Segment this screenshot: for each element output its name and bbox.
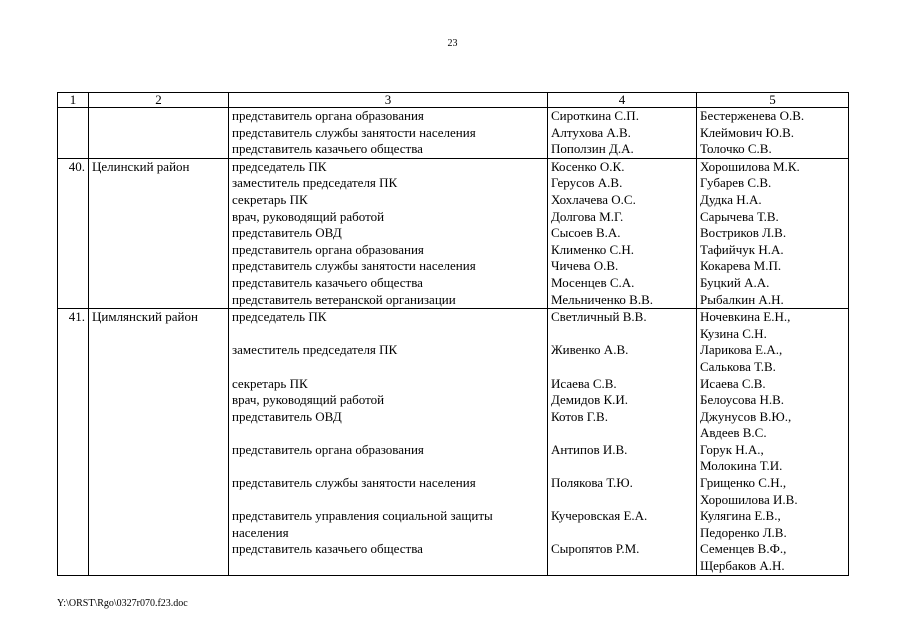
district-cell: Целинский район xyxy=(89,158,229,308)
reserve-line: Салькова Т.В. xyxy=(700,358,776,374)
reserve-line: Ларикова Е.А., xyxy=(700,342,783,358)
member-line: Клименко С.Н. xyxy=(551,241,635,257)
reserve-line: Педоренко Л.В. xyxy=(700,524,787,540)
reserve-line: Бестерженева О.В. xyxy=(700,108,805,123)
role-line: представитель казачьего общества xyxy=(232,274,423,290)
role-line xyxy=(232,458,544,475)
roles-cell xyxy=(229,108,548,159)
member-line: Сироткина С.П. xyxy=(551,108,639,123)
member-line: Антипов И.В. xyxy=(551,441,628,457)
column-header: 4 xyxy=(548,93,697,108)
member-line: Демидов К.И. xyxy=(551,392,629,408)
member-line xyxy=(551,492,693,509)
reserve-line: Сарычева Т.В. xyxy=(700,208,779,224)
members-cell xyxy=(548,108,697,159)
role-line: представитель казачьего общества xyxy=(232,141,423,157)
role-line: представитель органа образования xyxy=(232,241,424,257)
member-line xyxy=(551,359,693,376)
role-line xyxy=(232,359,544,376)
reserve-line: Молокина Т.И. xyxy=(700,458,783,474)
member-line: Долгова М.Г. xyxy=(551,208,624,224)
column-header: 3 xyxy=(229,93,548,108)
role-line: представитель службы занятости населения xyxy=(232,124,476,140)
district-cell xyxy=(89,108,229,159)
role-line: представитель органа образования xyxy=(232,441,424,457)
reserve-line: Ночевкина Е.Н., xyxy=(700,309,791,325)
row-number-cell: 41. xyxy=(58,309,89,576)
role-line: заместитель председателя ПК xyxy=(232,342,398,358)
role-line xyxy=(232,425,544,442)
role-line: врач, руководящий работой xyxy=(232,208,385,224)
reserves-cell xyxy=(697,158,849,308)
reserve-line: Хорошилова М.К. xyxy=(700,158,800,174)
reserve-line: Щербаков А.Н. xyxy=(700,558,785,574)
reserve-line: Кулягина Е.В., xyxy=(700,508,781,524)
reserve-line: Буцкий А.А. xyxy=(700,274,770,290)
role-line xyxy=(232,558,544,575)
reserve-line: Исаева С.В. xyxy=(700,375,766,391)
members-cell xyxy=(548,309,697,576)
role-line: представитель казачьего общества xyxy=(232,541,423,557)
member-line: Мосенцев С.А. xyxy=(551,274,635,290)
table-row xyxy=(58,309,849,576)
reserve-line: Грищенко С.Н., xyxy=(700,475,787,491)
role-line: секретарь ПК xyxy=(232,191,308,207)
reserve-line: Джунусов В.Ю., xyxy=(700,408,792,424)
member-line: Кучеровская Е.А. xyxy=(551,508,648,524)
reserve-line: Хорошилова И.В. xyxy=(700,491,798,507)
reserves-cell xyxy=(697,108,849,159)
roles-cell xyxy=(229,309,548,576)
role-line: представитель управления социальной защиты xyxy=(232,508,493,524)
member-line: Котов Г.В. xyxy=(551,408,608,424)
reserve-line: Востриков Л.В. xyxy=(700,225,787,241)
member-line: Косенко О.К. xyxy=(551,158,625,174)
reserve-line: Кокарева М.П. xyxy=(700,258,782,274)
reserve-line: Дудка Н.А. xyxy=(700,191,762,207)
commission-table xyxy=(57,92,849,576)
role-line xyxy=(232,326,544,343)
member-line xyxy=(551,525,693,542)
member-line: Чичева О.В. xyxy=(551,258,619,274)
member-line: Мельниченко В.В. xyxy=(551,291,654,307)
member-line xyxy=(551,458,693,475)
role-line: населения xyxy=(232,524,289,540)
reserve-line: Тафийчук Н.А. xyxy=(700,241,784,257)
members-cell xyxy=(548,158,697,308)
file-path-footer: Y:\ORST\Rgo\0327r070.f23.doc xyxy=(57,598,188,609)
table-header-row xyxy=(58,93,849,108)
reserves-cell xyxy=(697,309,849,576)
role-line: представитель службы занятости населения xyxy=(232,475,476,491)
reserve-line: Губарев С.В. xyxy=(700,175,772,191)
role-line: заместитель председателя ПК xyxy=(232,175,398,191)
member-line: Хохлачева О.С. xyxy=(551,191,636,207)
member-line: Исаева С.В. xyxy=(551,375,617,391)
member-line xyxy=(551,558,693,575)
role-line xyxy=(232,492,544,509)
column-header: 2 xyxy=(89,93,229,108)
role-line: представитель ОВД xyxy=(232,225,342,241)
member-line: Сыропятов Р.М. xyxy=(551,541,640,557)
row-number-cell xyxy=(58,108,89,159)
member-line xyxy=(551,425,693,442)
role-line: представитель ветеранской организации xyxy=(232,291,456,307)
member-line: Светличный В.В. xyxy=(551,309,647,325)
reserve-line: Толочко С.В. xyxy=(700,141,772,157)
column-header: 5 xyxy=(697,93,849,108)
member-line: Герусов А.В. xyxy=(551,175,623,191)
reserve-line: Семенцев В.Ф., xyxy=(700,541,787,557)
column-header: 1 xyxy=(58,93,89,108)
role-line: представитель органа образования xyxy=(232,108,424,123)
role-line: врач, руководящий работой xyxy=(232,392,385,408)
member-line: Полякова Т.Ю. xyxy=(551,475,633,491)
member-line: Алтухова А.В. xyxy=(551,124,631,140)
role-line: председатель ПК xyxy=(232,309,327,325)
roles-cell xyxy=(229,158,548,308)
role-line: представитель ОВД xyxy=(232,408,342,424)
page-number: 23 xyxy=(447,38,458,49)
member-line: Живенко А.В. xyxy=(551,342,629,358)
table-row xyxy=(58,158,849,308)
reserve-line: Авдеев В.С. xyxy=(700,425,767,441)
table-row xyxy=(58,108,849,159)
member-line xyxy=(551,326,693,343)
reserve-line: Белоусова Н.В. xyxy=(700,392,785,408)
reserve-line: Кузина С.Н. xyxy=(700,325,767,341)
member-line: Поползин Д.А. xyxy=(551,141,634,157)
role-line: представитель службы занятости населения xyxy=(232,258,476,274)
role-line: секретарь ПК xyxy=(232,375,308,391)
reserve-line: Горук Н.А., xyxy=(700,441,764,457)
reserve-line: Клеймович Ю.В. xyxy=(700,124,795,140)
role-line: председатель ПК xyxy=(232,158,327,174)
district-cell: Цимлянский район xyxy=(89,309,229,576)
reserve-line: Рыбалкин А.Н. xyxy=(700,291,784,307)
member-line: Сысоев В.А. xyxy=(551,225,621,241)
row-number-cell: 40. xyxy=(58,158,89,308)
